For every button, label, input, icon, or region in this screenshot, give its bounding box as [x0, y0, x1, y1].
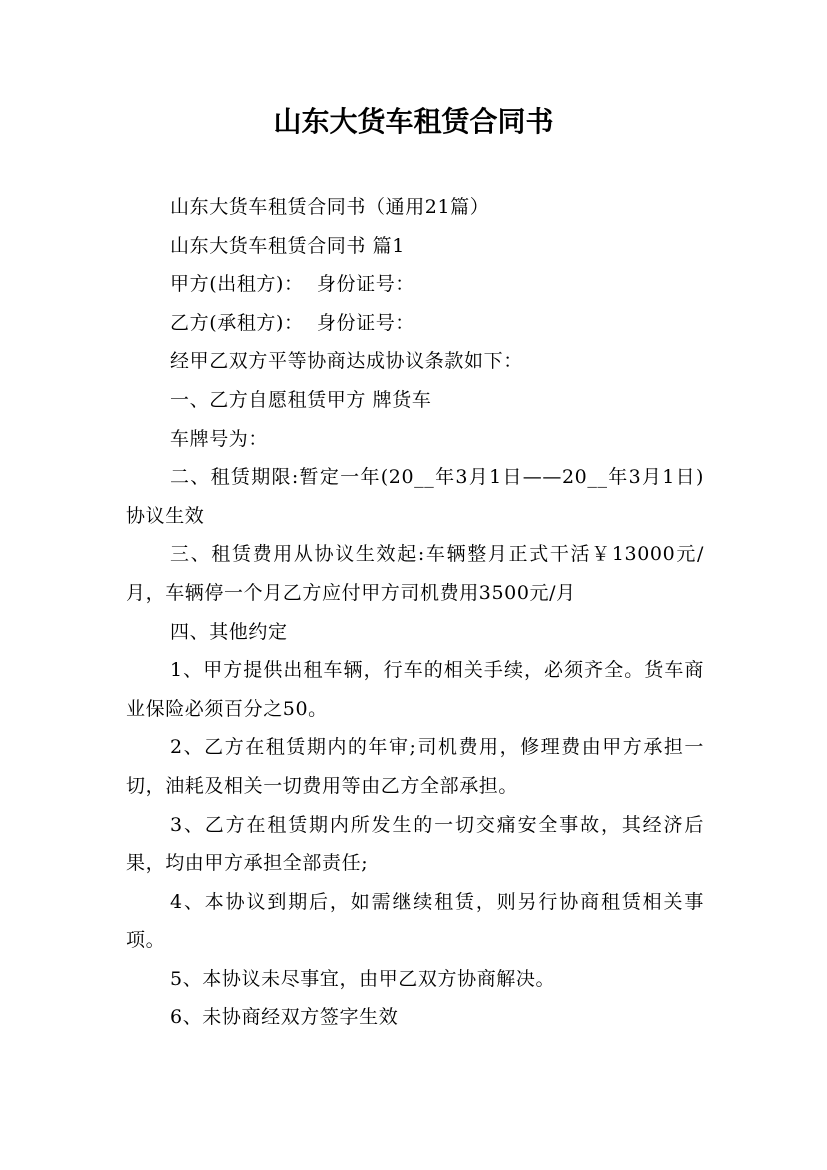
paragraph-preamble: 经甲乙双方平等协商达成协议条款如下：	[170, 350, 523, 373]
paragraph-clause-3: 三、租赁费用从协议生效起:车辆整月正式干活￥13000元/月，车辆停一个月乙方应付甲方司机费用3500元/月	[126, 543, 704, 604]
document-body	[126, 188, 704, 1037]
paragraph-clause-1: 一、乙方自愿租赁甲方 牌货车	[170, 388, 432, 411]
paragraph-item-4: 4、本协议到期后，如需继续租赁，则另行协商租赁相关事项。	[126, 890, 704, 952]
paragraph-subtitle: 山东大货车租赁合同书（通用21篇）	[170, 196, 490, 218]
paragraph-party-b: 乙方(承租方)： 身份证号：	[170, 311, 415, 334]
paragraph-item-2: 2、乙方在租赁期内的年审;司机费用，修理费由甲方承担一切，油耗及相关一切费用等由乙方全部承担。	[126, 736, 704, 797]
paragraph-party-a: 甲方(出租方)： 身份证号：	[170, 273, 415, 296]
paragraph-clause-2: 二、租赁期限:暂定一年(20__年3月1日——20__年3月1日)协议生效	[126, 466, 704, 527]
paragraph-clause-4: 四、其他约定	[170, 620, 288, 643]
paragraph-item-5: 5、本协议未尽事宜，由甲乙双方协商解决。	[170, 967, 556, 990]
document-title: 山东大货车租赁合同书	[273, 105, 554, 138]
paragraph-section-heading: 山东大货车租赁合同书 篇1	[170, 234, 405, 257]
paragraph-item-3: 3、乙方在租赁期内所发生的一切交痛安全事故，其经济后果，均由甲方承担全部责任;	[126, 813, 704, 875]
paragraph-item-1: 1、甲方提供出租车辆，行车的相关手续，必须齐全。货车商业保险必须百分之50。	[126, 659, 704, 720]
paragraph-item-6: 6、未协商经双方签字生效	[170, 1006, 399, 1029]
paragraph-plate-number: 车牌号为：	[170, 427, 269, 450]
